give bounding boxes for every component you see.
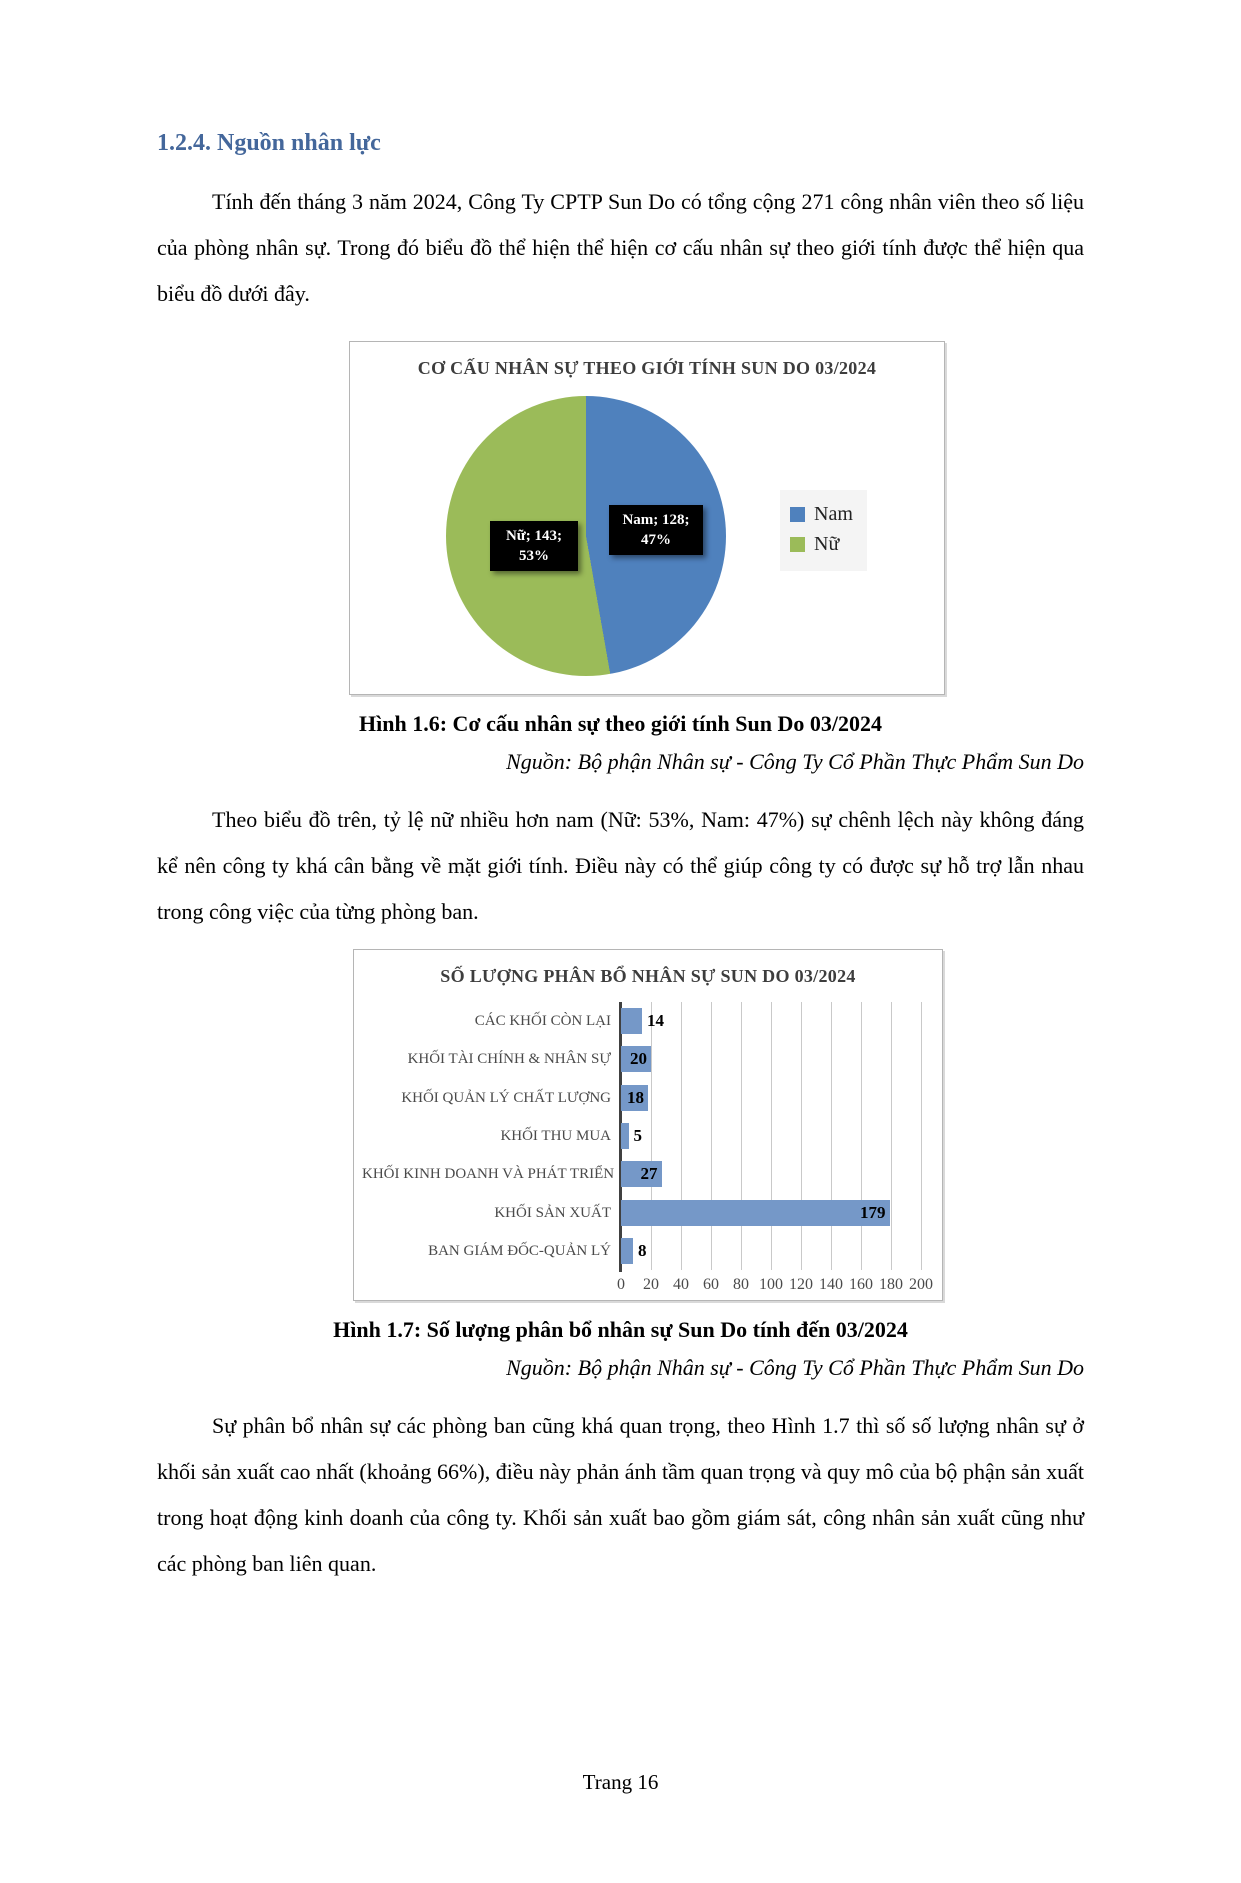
x-gridline — [801, 1002, 802, 1270]
bar-category-label: KHỐI QUẢN LÝ CHẤT LƯỢNG — [401, 1089, 611, 1106]
bar-value-label: 179 — [860, 1202, 886, 1222]
legend-swatch-icon — [790, 537, 805, 552]
x-tick-label: 100 — [759, 1276, 783, 1293]
paragraph-distribution-analysis: Sự phân bổ nhân sự các phòng ban cũng khá quan trọng, theo Hình 1.7 thì số số lượng nhân sự ở khối sản xuất cao nhất (khoảng 66%), điều này phản ánh tầm quan trọng và quy mô của bộ phận sản xuất trong hoạt động kinh doanh của công ty. Khối sản xuất bao gồm giám sát, công nhân sản xuất cũng như các phòng ban liên quan. — [157, 1413, 1084, 1576]
bar-chart-title: SỐ LƯỢNG PHÂN BỔ NHÂN SỰ SUN DO 03/2024 — [440, 966, 856, 986]
x-tick-label: 140 — [819, 1276, 843, 1293]
x-tick-label: 200 — [909, 1276, 933, 1293]
bar-value-label: 5 — [633, 1126, 642, 1145]
bar-value-label: 27 — [640, 1164, 658, 1184]
bar-category-label: KHỐI TÀI CHÍNH & NHÂN SỰ — [407, 1051, 611, 1068]
x-tick-label: 20 — [643, 1276, 659, 1293]
x-gridline — [711, 1002, 712, 1270]
bar-category-label: CÁC KHỐI CÒN LẠI — [474, 1013, 611, 1030]
page-content — [0, 130, 1241, 1587]
x-tick-label: 60 — [703, 1276, 719, 1293]
legend-swatch-icon — [790, 507, 805, 522]
x-gridline — [831, 1002, 832, 1270]
x-gridline — [891, 1002, 892, 1270]
x-gridline — [771, 1002, 772, 1270]
bar-rect — [621, 1200, 890, 1226]
bar-category-label: BAN GIÁM ĐỐC-QUẢN LÝ — [428, 1242, 611, 1259]
bar-rect — [621, 1123, 629, 1149]
pie-datalabel-nu: Nữ; 143; 53% — [490, 521, 578, 571]
x-tick-label: 40 — [673, 1276, 689, 1293]
x-tick-label: 180 — [879, 1276, 903, 1293]
legend-label: Nam — [814, 503, 853, 525]
section-heading: 1.2.4. Nguồn nhân lực — [157, 130, 381, 156]
bar-category-label: KHỐI KINH DOANH VÀ PHÁT TRIỂN — [362, 1166, 615, 1183]
bar-value-label: 18 — [627, 1087, 644, 1107]
legend-label: Nữ — [814, 533, 840, 555]
paragraph-gender-analysis: Theo biểu đồ trên, tỷ lệ nữ nhiều hơn nam (Nữ: 53%, Nam: 47%) sự chênh lệch này không đáng kể nên công ty khá cân bằng về mặt giới tính. Điều này có thể giúp công ty có được sự hỗ trợ lẫn nhau trong công việc của từng phòng ban. — [157, 807, 1084, 924]
pie-datalabel-nam: Nam; 128; 47% — [609, 505, 703, 555]
bar-rect — [621, 1008, 642, 1034]
figure-1-6-caption: Hình 1.6: Cơ cấu nhân sự theo giới tính Sun Do 03/2024 — [359, 711, 882, 736]
bar-value-label: 14 — [647, 1011, 664, 1031]
x-tick-label: 120 — [789, 1276, 813, 1293]
figure-1-7-caption: Hình 1.7: Số lượng phân bổ nhân sự Sun Do tính đến 03/2024 — [333, 1317, 908, 1342]
bar-value-label: 8 — [638, 1240, 647, 1260]
figure-1-7-source: Nguồn: Bộ phận Nhân sự - Công Ty Cổ Phần Thực Phẩm Sun Do — [506, 1355, 1084, 1380]
bar-category-label: KHỐI SẢN XUẤT — [494, 1204, 611, 1221]
page-number: Trang 16 — [582, 1770, 659, 1794]
legend-item-nam — [790, 503, 853, 526]
bar-chart-figure — [353, 949, 943, 1301]
x-gridline — [741, 1002, 742, 1270]
figure-1-6-source: Nguồn: Bộ phận Nhân sự - Công Ty Cổ Phần Thực Phẩm Sun Do — [506, 749, 1084, 774]
x-tick-label: 0 — [617, 1276, 625, 1293]
legend-item-nữ — [790, 533, 853, 556]
bar-value-label: 20 — [630, 1049, 647, 1069]
pie-chart-figure — [349, 341, 945, 695]
pie-chart-title: CƠ CẤU NHÂN SỰ THEO GIỚI TÍNH SUN DO 03/2024 — [417, 358, 877, 378]
pie-legend — [780, 490, 867, 571]
bar-rect — [621, 1238, 633, 1264]
x-tick-label: 160 — [849, 1276, 873, 1293]
x-gridline — [861, 1002, 862, 1270]
paragraph-intro: Tính đến tháng 3 năm 2024, Công Ty CPTP Sun Do có tổng cộng 271 công nhân viên theo số liệu của phòng nhân sự. Trong đó biểu đồ thể hiện thể hiện cơ cấu nhân sự theo giới tính được thể hiện qua biểu đồ dưới đây. — [157, 189, 1084, 306]
x-tick-label: 80 — [733, 1276, 749, 1293]
x-gridline — [651, 1002, 652, 1270]
x-gridline — [681, 1002, 682, 1270]
bar-category-label: KHỐI THU MUA — [500, 1128, 611, 1144]
x-gridline — [921, 1002, 922, 1270]
